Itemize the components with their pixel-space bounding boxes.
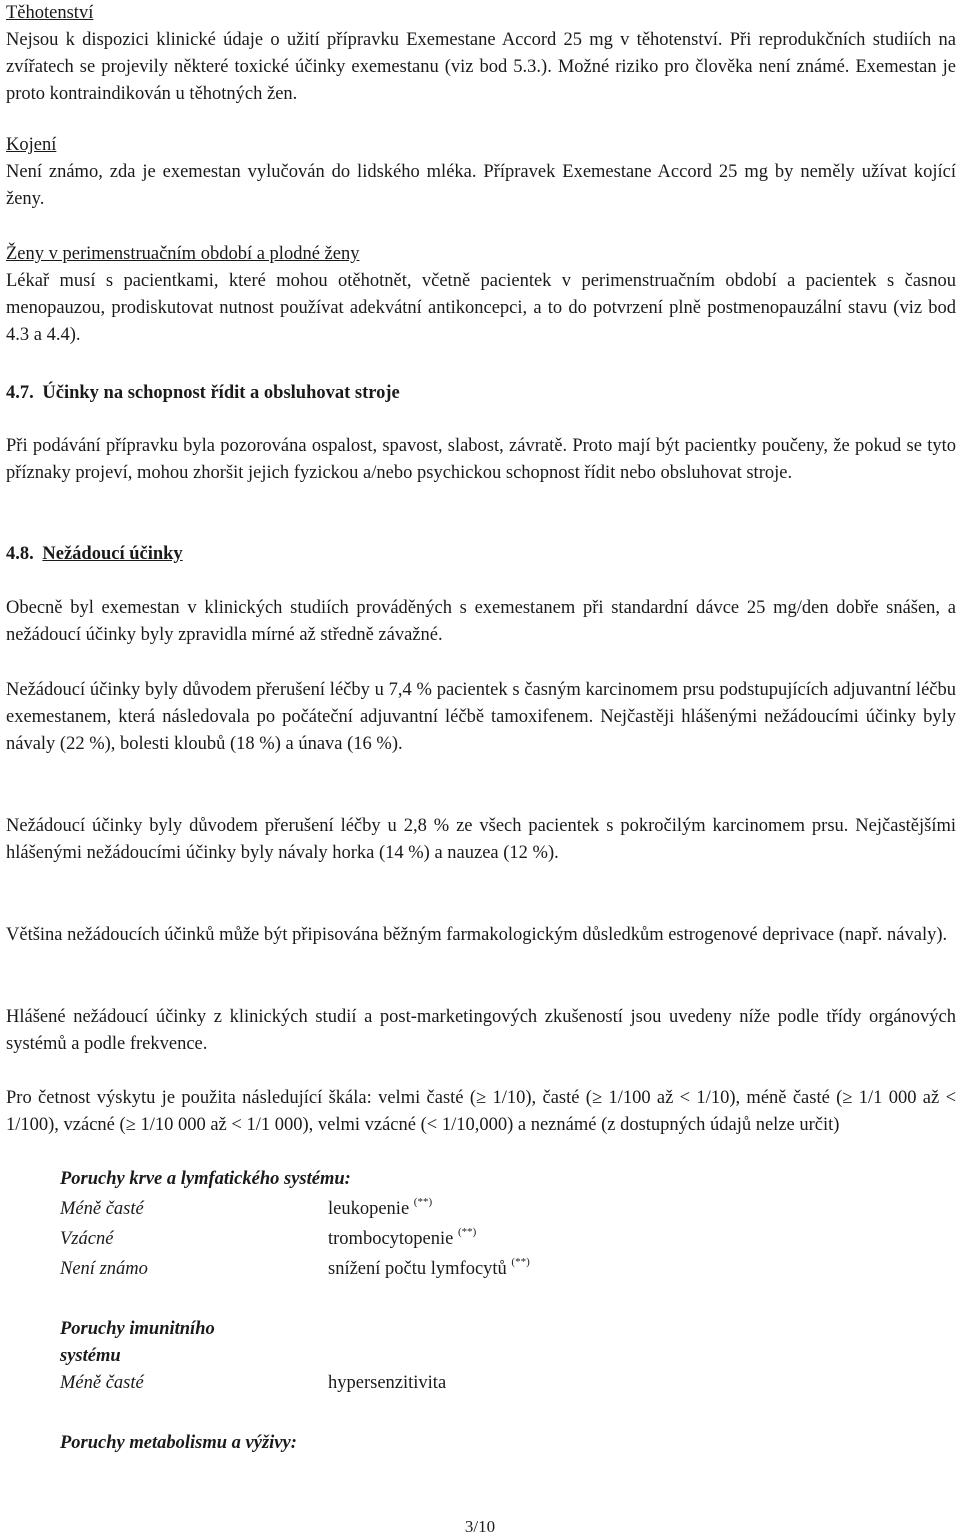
frequency-label: Méně časté (60, 1199, 144, 1219)
adverse-paragraph: Nežádoucí účinky byly důvodem přerušení léčby u 2,8 % ze všech pacientek s pokročilým karcinomem prsu. Nejčastějšími hlášenými nežádoucími účinky byly návaly horka (14 %) a nauzea (12 %). (6, 816, 956, 863)
effect-name: leukopenie (328, 1199, 410, 1219)
section-4-8-title: Nežádoucí účinky (42, 544, 183, 564)
fertile-women-heading: Ženy v perimenstruačním období a plodné ženy (6, 244, 360, 264)
effect-name: hypersenzitivita (328, 1373, 447, 1393)
immune-system-heading: Poruchy imunitního (60, 1319, 215, 1339)
section-4-7-text: Při podávání přípravku byla pozorována ospalost, spavost, slabost, závratě. Proto mají být pacientky poučeny, že pokud se tyto příznaky projeví, mohou zhoršit jejich fyzickou a/nebo psychickou schopnost řídit nebo obsluhovat stroje. (6, 436, 956, 483)
footnote-marker: (**) (413, 1196, 433, 1208)
adverse-paragraph: Hlášené nežádoucí účinky z klinických studií a post-marketingových zkušeností jsou uvedeny níže podle třídy orgánových systémů a podle frekvence. (6, 1007, 956, 1054)
page-number: 3/10 (464, 1517, 496, 1536)
fertile-women-text: Lékař musí s pacientkami, které mohou otěhotnět, včetně pacientek v perimenstruačním období a pacientek s časnou menopauzou, prodiskutovat nutnost používat adekvátní antikoncepci, a to do potvrzení plně postmenopauzální stavu (viz bod 4.3 a 4.4). (6, 271, 956, 345)
effect-name: snížení počtu lymfocytů (328, 1259, 507, 1279)
section-4-7-number: 4.7. (6, 383, 34, 403)
section-4-7-heading (6, 380, 956, 407)
adverse-paragraph: Většina nežádoucích účinků může být připisována běžným farmakologickým důsledkům estrogenové deprivace (např. návaly). (6, 925, 948, 945)
footnote-marker: (**) (511, 1256, 530, 1268)
section-4-7-title: Účinky na schopnost řídit a obsluhovat stroje (42, 383, 400, 403)
adverse-paragraph: Nežádoucí účinky byly důvodem přerušení léčby u 7,4 % pacientek s časným karcinomem prsu podstupujících adjuvantní léčbu exemestanem, která následovala po počáteční adjuvantní léčbě tamoxifenem. Nejčastěji hlášenými nežádoucími účinky byly návaly (22 %), bolesti kloubů (18 %) a únava (16 %). (6, 680, 956, 754)
section-4-8-heading (6, 541, 956, 568)
immune-system-heading-cont: systému (60, 1346, 121, 1366)
metabolism-heading: Poruchy metabolismu a výživy: (60, 1433, 297, 1453)
section-4-8-number: 4.8. (6, 544, 34, 564)
pregnancy-text: Nejsou k dispozici klinické údaje o užití přípravku Exemestane Accord 25 mg v těhotenství. Při reprodukčních studiích na zvířatech se projevily některé toxické účinky exemestanu (viz bod 5.3.). Možné riziko pro člověka není známé. Exemestan je proto kontraindikován u těhotných žen. (6, 30, 956, 104)
effect-name: trombocytopenie (328, 1229, 454, 1249)
frequency-scale-paragraph: Pro četnost výskytu je použita následující škála: velmi časté (≥ 1/10), časté (≥ 1/100 až < 1/10), méně časté (≥ 1/1 000 až < 1/100), vzácné (≥ 1/10 000 až < 1/1 000), velmi vzácné (< 1/10,000) a neznámé (z dostupných údajů nelze určit) (6, 1088, 956, 1135)
footnote-marker: (**) (457, 1226, 477, 1238)
pregnancy-heading: Těhotenství (6, 3, 94, 23)
adverse-paragraph: Obecně byl exemestan v klinických studiích prováděných s exemestanem při standardní dávce 25 mg/den dobře snášen, a nežádoucí účinky byly zpravidla mírné až středně závažné. (6, 598, 956, 645)
frequency-label: Vzácné (60, 1229, 114, 1249)
breastfeeding-text: Není známo, zda je exemestan vylučován do lidského mléka. Přípravek Exemestane Accord 25 mg by neměly užívat kojící ženy. (6, 162, 956, 209)
frequency-label: Není známo (60, 1259, 148, 1279)
breastfeeding-heading: Kojení (6, 135, 57, 155)
blood-system-heading: Poruchy krve a lymfatického systému: (60, 1169, 351, 1189)
frequency-label: Méně časté (60, 1373, 144, 1393)
